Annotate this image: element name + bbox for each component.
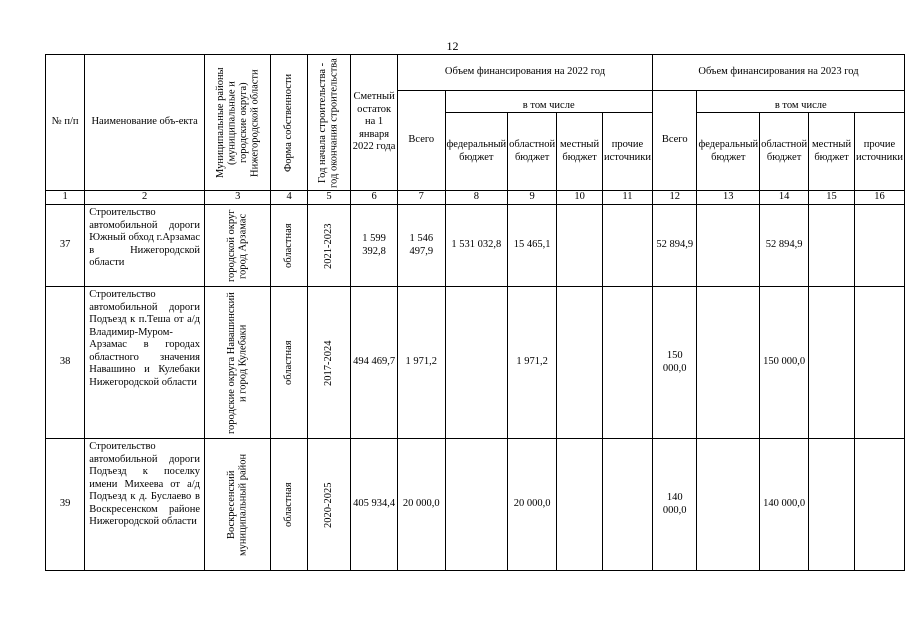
header-local-2023: местный бюджет bbox=[809, 113, 855, 191]
federal-2023 bbox=[697, 287, 760, 439]
estimate-value: 494 469,7 bbox=[351, 287, 398, 439]
column-number: 1 bbox=[46, 191, 85, 205]
total-2023: 150 000,0 bbox=[652, 287, 697, 439]
column-number: 12 bbox=[652, 191, 697, 205]
regional-2022: 15 465,1 bbox=[508, 205, 557, 287]
column-number: 7 bbox=[398, 191, 445, 205]
header-including-2023: в том числе bbox=[697, 91, 905, 113]
object-name: Строительство автомобильной дороги Южный обход г.Арзамас в Нижегородской области bbox=[85, 205, 205, 287]
ownership: областная bbox=[271, 287, 307, 439]
estimate-value: 1 599 392,8 bbox=[351, 205, 398, 287]
column-number: 11 bbox=[603, 191, 653, 205]
header-federal-2022: федеральный бюджет bbox=[445, 113, 508, 191]
years: 2017-2024 bbox=[307, 287, 350, 439]
column-number: 10 bbox=[557, 191, 603, 205]
column-number: 5 bbox=[307, 191, 350, 205]
column-number: 6 bbox=[351, 191, 398, 205]
other-2022 bbox=[603, 439, 653, 571]
row-no: 38 bbox=[46, 287, 85, 439]
header-federal-2023: федеральный бюджет bbox=[697, 113, 760, 191]
table-row bbox=[46, 439, 905, 571]
financing-table bbox=[45, 54, 905, 571]
other-2023 bbox=[854, 205, 904, 287]
header-local-2022: местный бюджет bbox=[557, 113, 603, 191]
header-years: Год начала строительства - год окончания строительства bbox=[307, 55, 350, 191]
other-2023 bbox=[854, 287, 904, 439]
column-number: 15 bbox=[809, 191, 855, 205]
federal-2023 bbox=[697, 205, 760, 287]
header-name: Наименование объ-екта bbox=[85, 55, 205, 191]
object-name: Строительство автомобильной дороги Подъезд к п.Теша от а/д Владимир-Муром-Арзамас в городах областного значения Навашино и Кулебаки Нижегородской области bbox=[85, 287, 205, 439]
column-number: 13 bbox=[697, 191, 760, 205]
local-2022 bbox=[557, 287, 603, 439]
column-number: 16 bbox=[854, 191, 904, 205]
header-regional-2023: областной бюджет bbox=[760, 113, 809, 191]
header-regional-2022: областной бюджет bbox=[508, 113, 557, 191]
regional-2023: 150 000,0 bbox=[760, 287, 809, 439]
ownership: областная bbox=[271, 205, 307, 287]
years: 2020-2025 bbox=[307, 439, 350, 571]
federal-2023 bbox=[697, 439, 760, 571]
regional-2022: 1 971,2 bbox=[508, 287, 557, 439]
local-2023 bbox=[809, 287, 855, 439]
table-row bbox=[46, 287, 905, 439]
column-number-row bbox=[46, 191, 905, 205]
header-municipality: Муниципальные районы (муниципальные и городские округа) Нижегородской области bbox=[205, 55, 271, 191]
column-number: 8 bbox=[445, 191, 508, 205]
column-number: 4 bbox=[271, 191, 307, 205]
header-estimate: Сметный остаток на 1 января 2022 года bbox=[351, 55, 398, 191]
local-2022 bbox=[557, 205, 603, 287]
header-total-2022: Всего bbox=[398, 91, 445, 191]
table-row bbox=[46, 205, 905, 287]
header-total-2023: Всего bbox=[652, 91, 697, 191]
federal-2022 bbox=[445, 287, 508, 439]
federal-2022: 1 531 032,8 bbox=[445, 205, 508, 287]
header-fin-2022: Объем финансирования на 2022 год bbox=[398, 55, 653, 91]
ownership: областная bbox=[271, 439, 307, 571]
municipality: Воскресенский муниципальный район bbox=[205, 439, 271, 571]
regional-2022: 20 000,0 bbox=[508, 439, 557, 571]
header-ownership: Форма собственности bbox=[271, 55, 307, 191]
header-including-2022: в том числе bbox=[445, 91, 652, 113]
column-number: 2 bbox=[85, 191, 205, 205]
other-2022 bbox=[603, 205, 653, 287]
column-number: 14 bbox=[760, 191, 809, 205]
header-fin-2023: Объем финансирования на 2023 год bbox=[652, 55, 904, 91]
total-2023: 52 894,9 bbox=[652, 205, 697, 287]
estimate-value: 405 934,4 bbox=[351, 439, 398, 571]
other-2023 bbox=[854, 439, 904, 571]
regional-2023: 140 000,0 bbox=[760, 439, 809, 571]
object-name: Строительство автомобильной дороги Подъезд к поселку имени Михеева от а/д Подъезд к д. Буслаево в Воскресенском районе Нижегородской области bbox=[85, 439, 205, 571]
header-no: № п/п bbox=[46, 55, 85, 191]
municipality: городской округ город Арзамас bbox=[205, 205, 271, 287]
header-other-2022: прочие источники bbox=[603, 113, 653, 191]
local-2023 bbox=[809, 205, 855, 287]
header-row bbox=[46, 55, 905, 91]
total-2022: 1 546 497,9 bbox=[398, 205, 445, 287]
row-no: 37 bbox=[46, 205, 85, 287]
row-no: 39 bbox=[46, 439, 85, 571]
total-2022: 20 000,0 bbox=[398, 439, 445, 571]
column-number: 3 bbox=[205, 191, 271, 205]
years: 2021-2023 bbox=[307, 205, 350, 287]
page-number: 12 bbox=[446, 39, 459, 53]
municipality: городские округа Навашинский и город Кулебаки bbox=[205, 287, 271, 439]
total-2023: 140 000,0 bbox=[652, 439, 697, 571]
local-2022 bbox=[557, 439, 603, 571]
column-number: 9 bbox=[508, 191, 557, 205]
regional-2023: 52 894,9 bbox=[760, 205, 809, 287]
total-2022: 1 971,2 bbox=[398, 287, 445, 439]
federal-2022 bbox=[445, 439, 508, 571]
local-2023 bbox=[809, 439, 855, 571]
other-2022 bbox=[603, 287, 653, 439]
header-other-2023: прочие источники bbox=[854, 113, 904, 191]
